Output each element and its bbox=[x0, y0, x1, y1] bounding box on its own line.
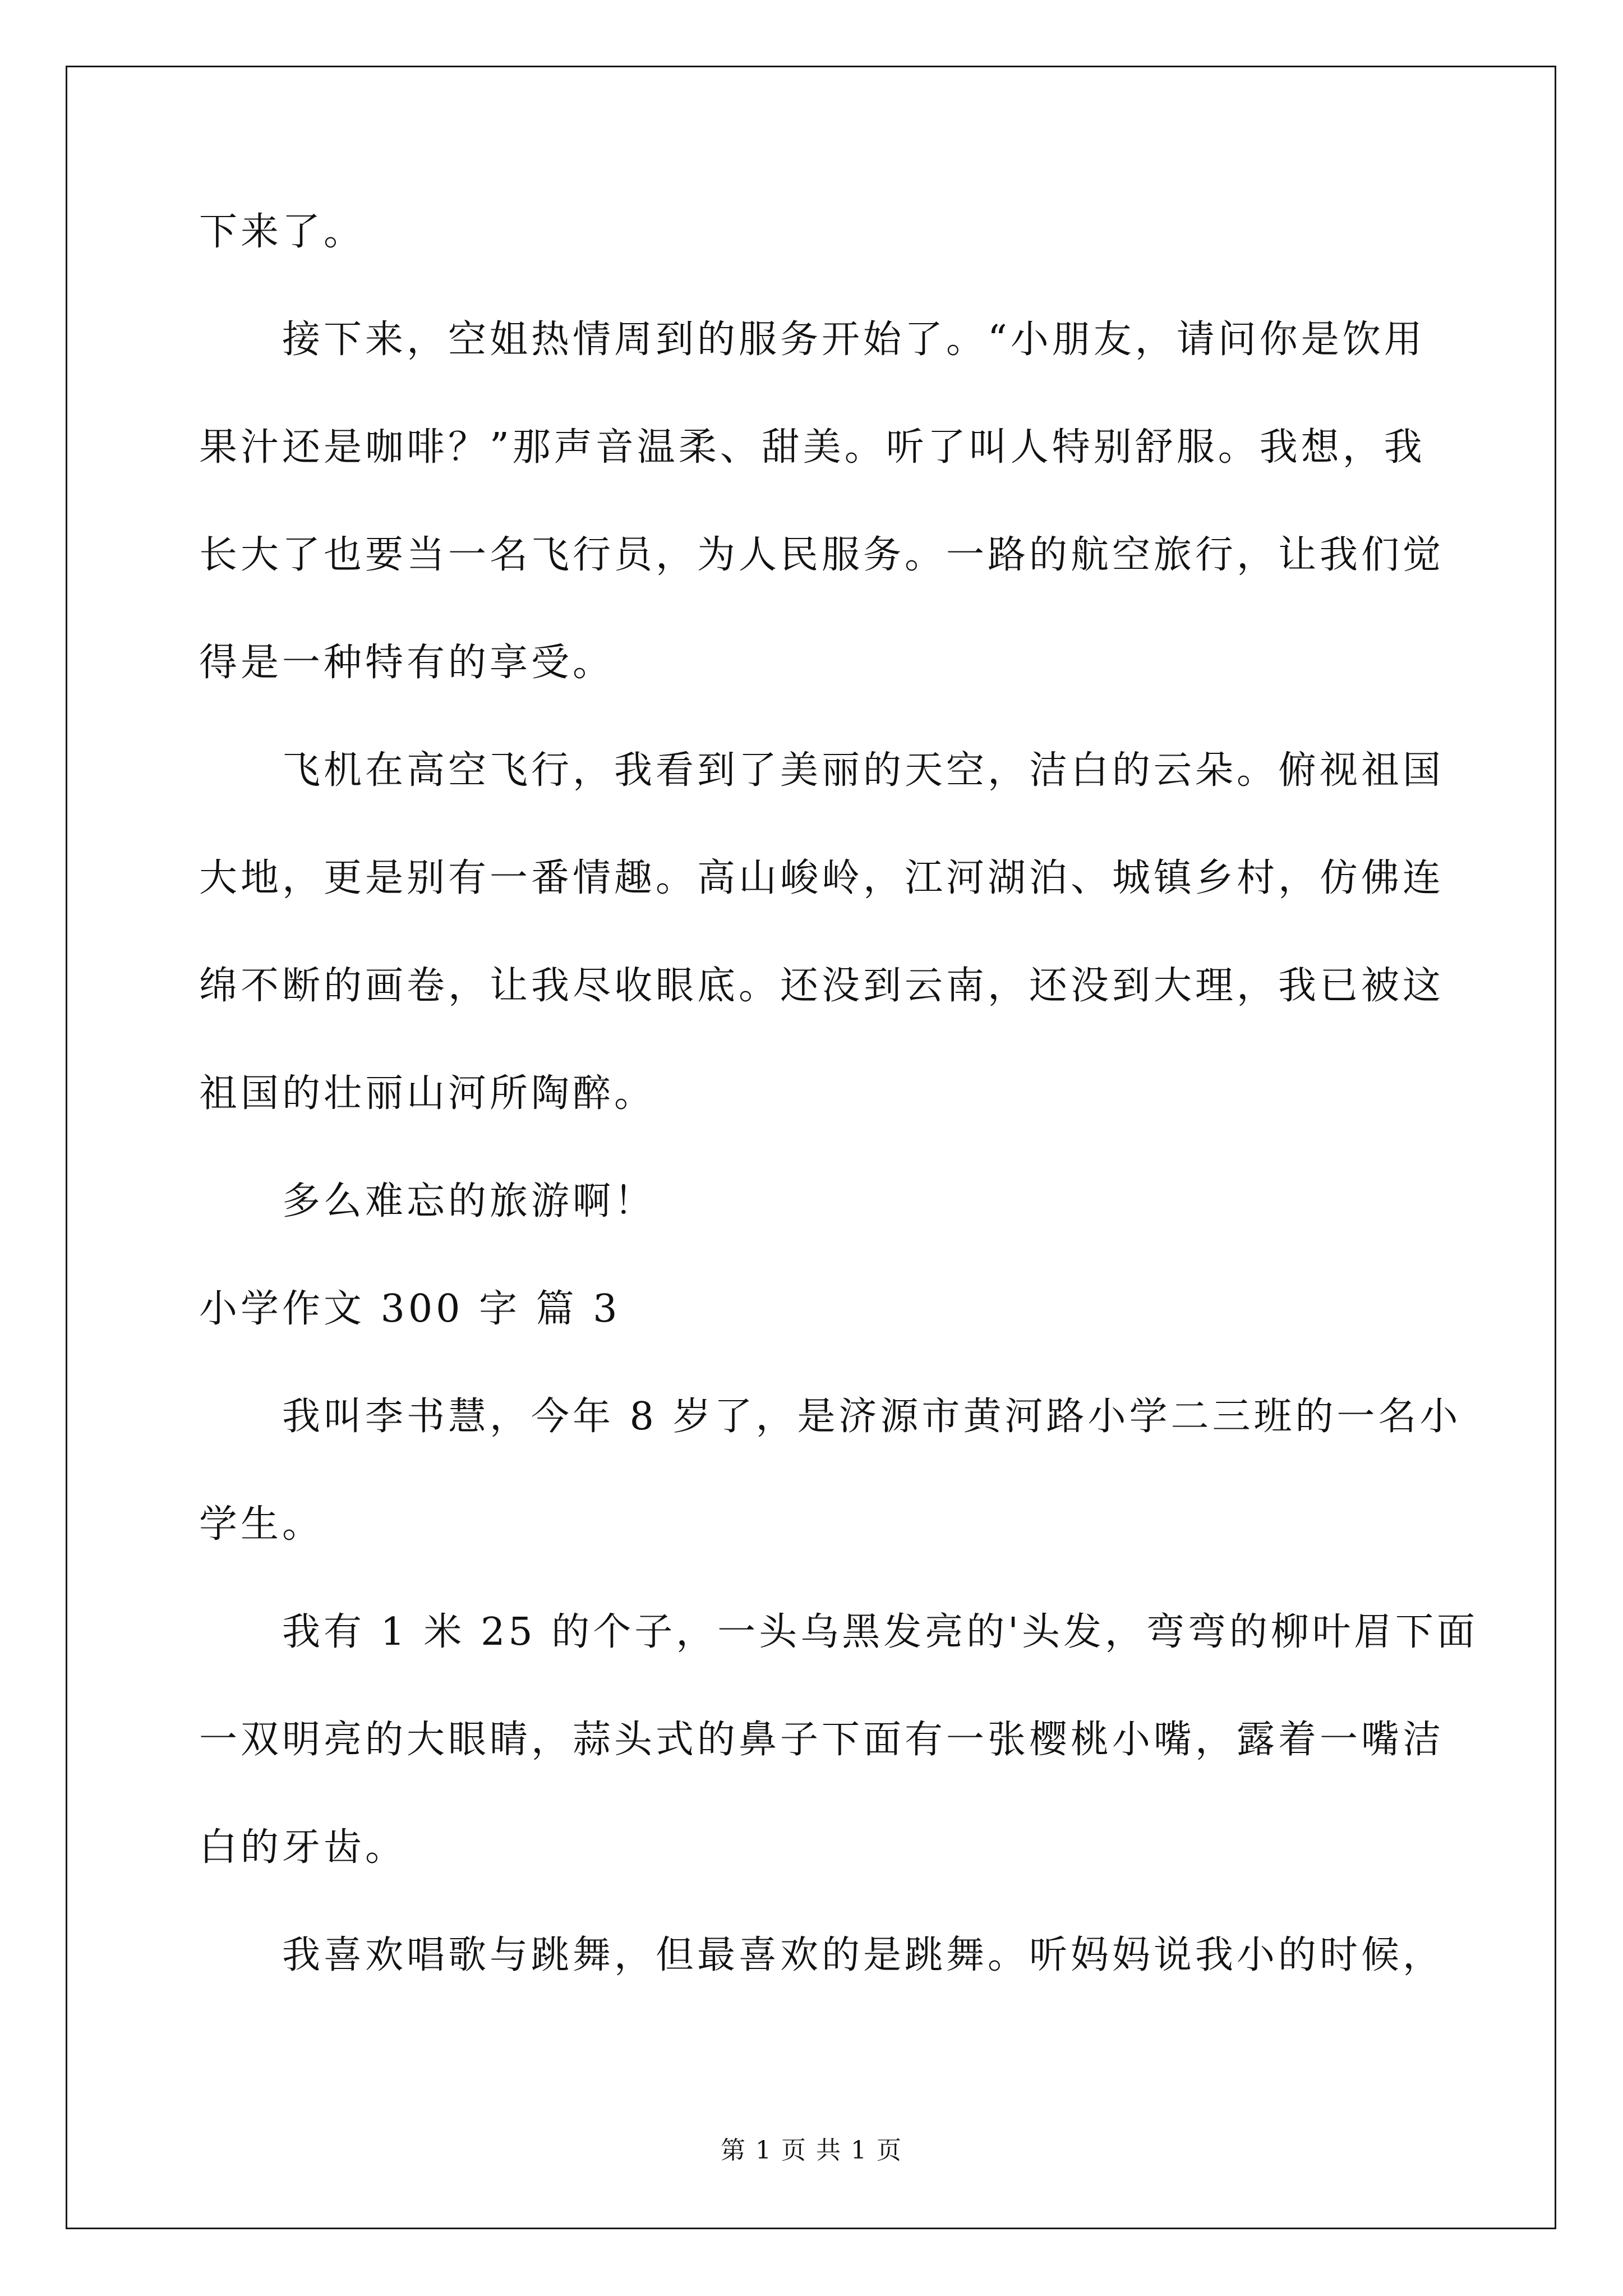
text-line: 一双明亮的大眼睛，蒜头式的鼻子下面有一张樱桃小嘴，露着一嘴洁 bbox=[199, 1718, 1445, 1762]
paragraph-start-line: 我叫李书慧，今年 8 岁了，是济源市黄河路小学二三班的一名小 bbox=[282, 1395, 1461, 1439]
paragraph-start-line: 我有 1 米 25 的个子，一头乌黑发亮的'头发，弯弯的柳叶眉下面 bbox=[282, 1610, 1478, 1654]
text-line: 白的牙齿。 bbox=[199, 1825, 407, 1870]
page-number-footer: 第 1 页 共 1 页 bbox=[721, 2136, 902, 2165]
text-line: 长大了也要当一名飞行员，为人民服务。一路的航空旅行，让我们觉 bbox=[199, 533, 1445, 577]
paragraph-start-line: 接下来，空姐热情周到的服务开始了。“小朋友，请问你是饮用 bbox=[282, 318, 1426, 362]
paragraph-start-line: 我喜欢唱歌与跳舞，但最喜欢的是跳舞。听妈妈说我小的时候， bbox=[282, 1933, 1445, 1977]
text-line: 祖国的壮丽山河所陶醉。 bbox=[199, 1071, 656, 1116]
text-line: 大地，更是别有一番情趣。高山峻岭，江河湖泊、城镇乡村，仿佛连 bbox=[199, 856, 1445, 900]
paragraph-start-line: 飞机在高空飞行，我看到了美丽的天空，洁白的云朵。俯视祖国 bbox=[282, 748, 1445, 793]
page-border bbox=[66, 66, 1556, 2229]
text-line: 果汁还是咖啡？”那声音温柔、甜美。听了叫人特别舒服。我想，我 bbox=[199, 425, 1426, 470]
text-line: 下来了。 bbox=[199, 210, 366, 254]
text-line: 绵不断的画卷，让我尽收眼底。还没到云南，还没到大理，我已被这 bbox=[199, 964, 1445, 1008]
text-line: 得是一种特有的享受。 bbox=[199, 641, 615, 685]
section-heading: 小学作文 300 字 篇 3 bbox=[199, 1287, 621, 1331]
text-line: 学生。 bbox=[199, 1502, 324, 1547]
paragraph-start-line: 多么难忘的旅游啊！ bbox=[282, 1179, 656, 1223]
